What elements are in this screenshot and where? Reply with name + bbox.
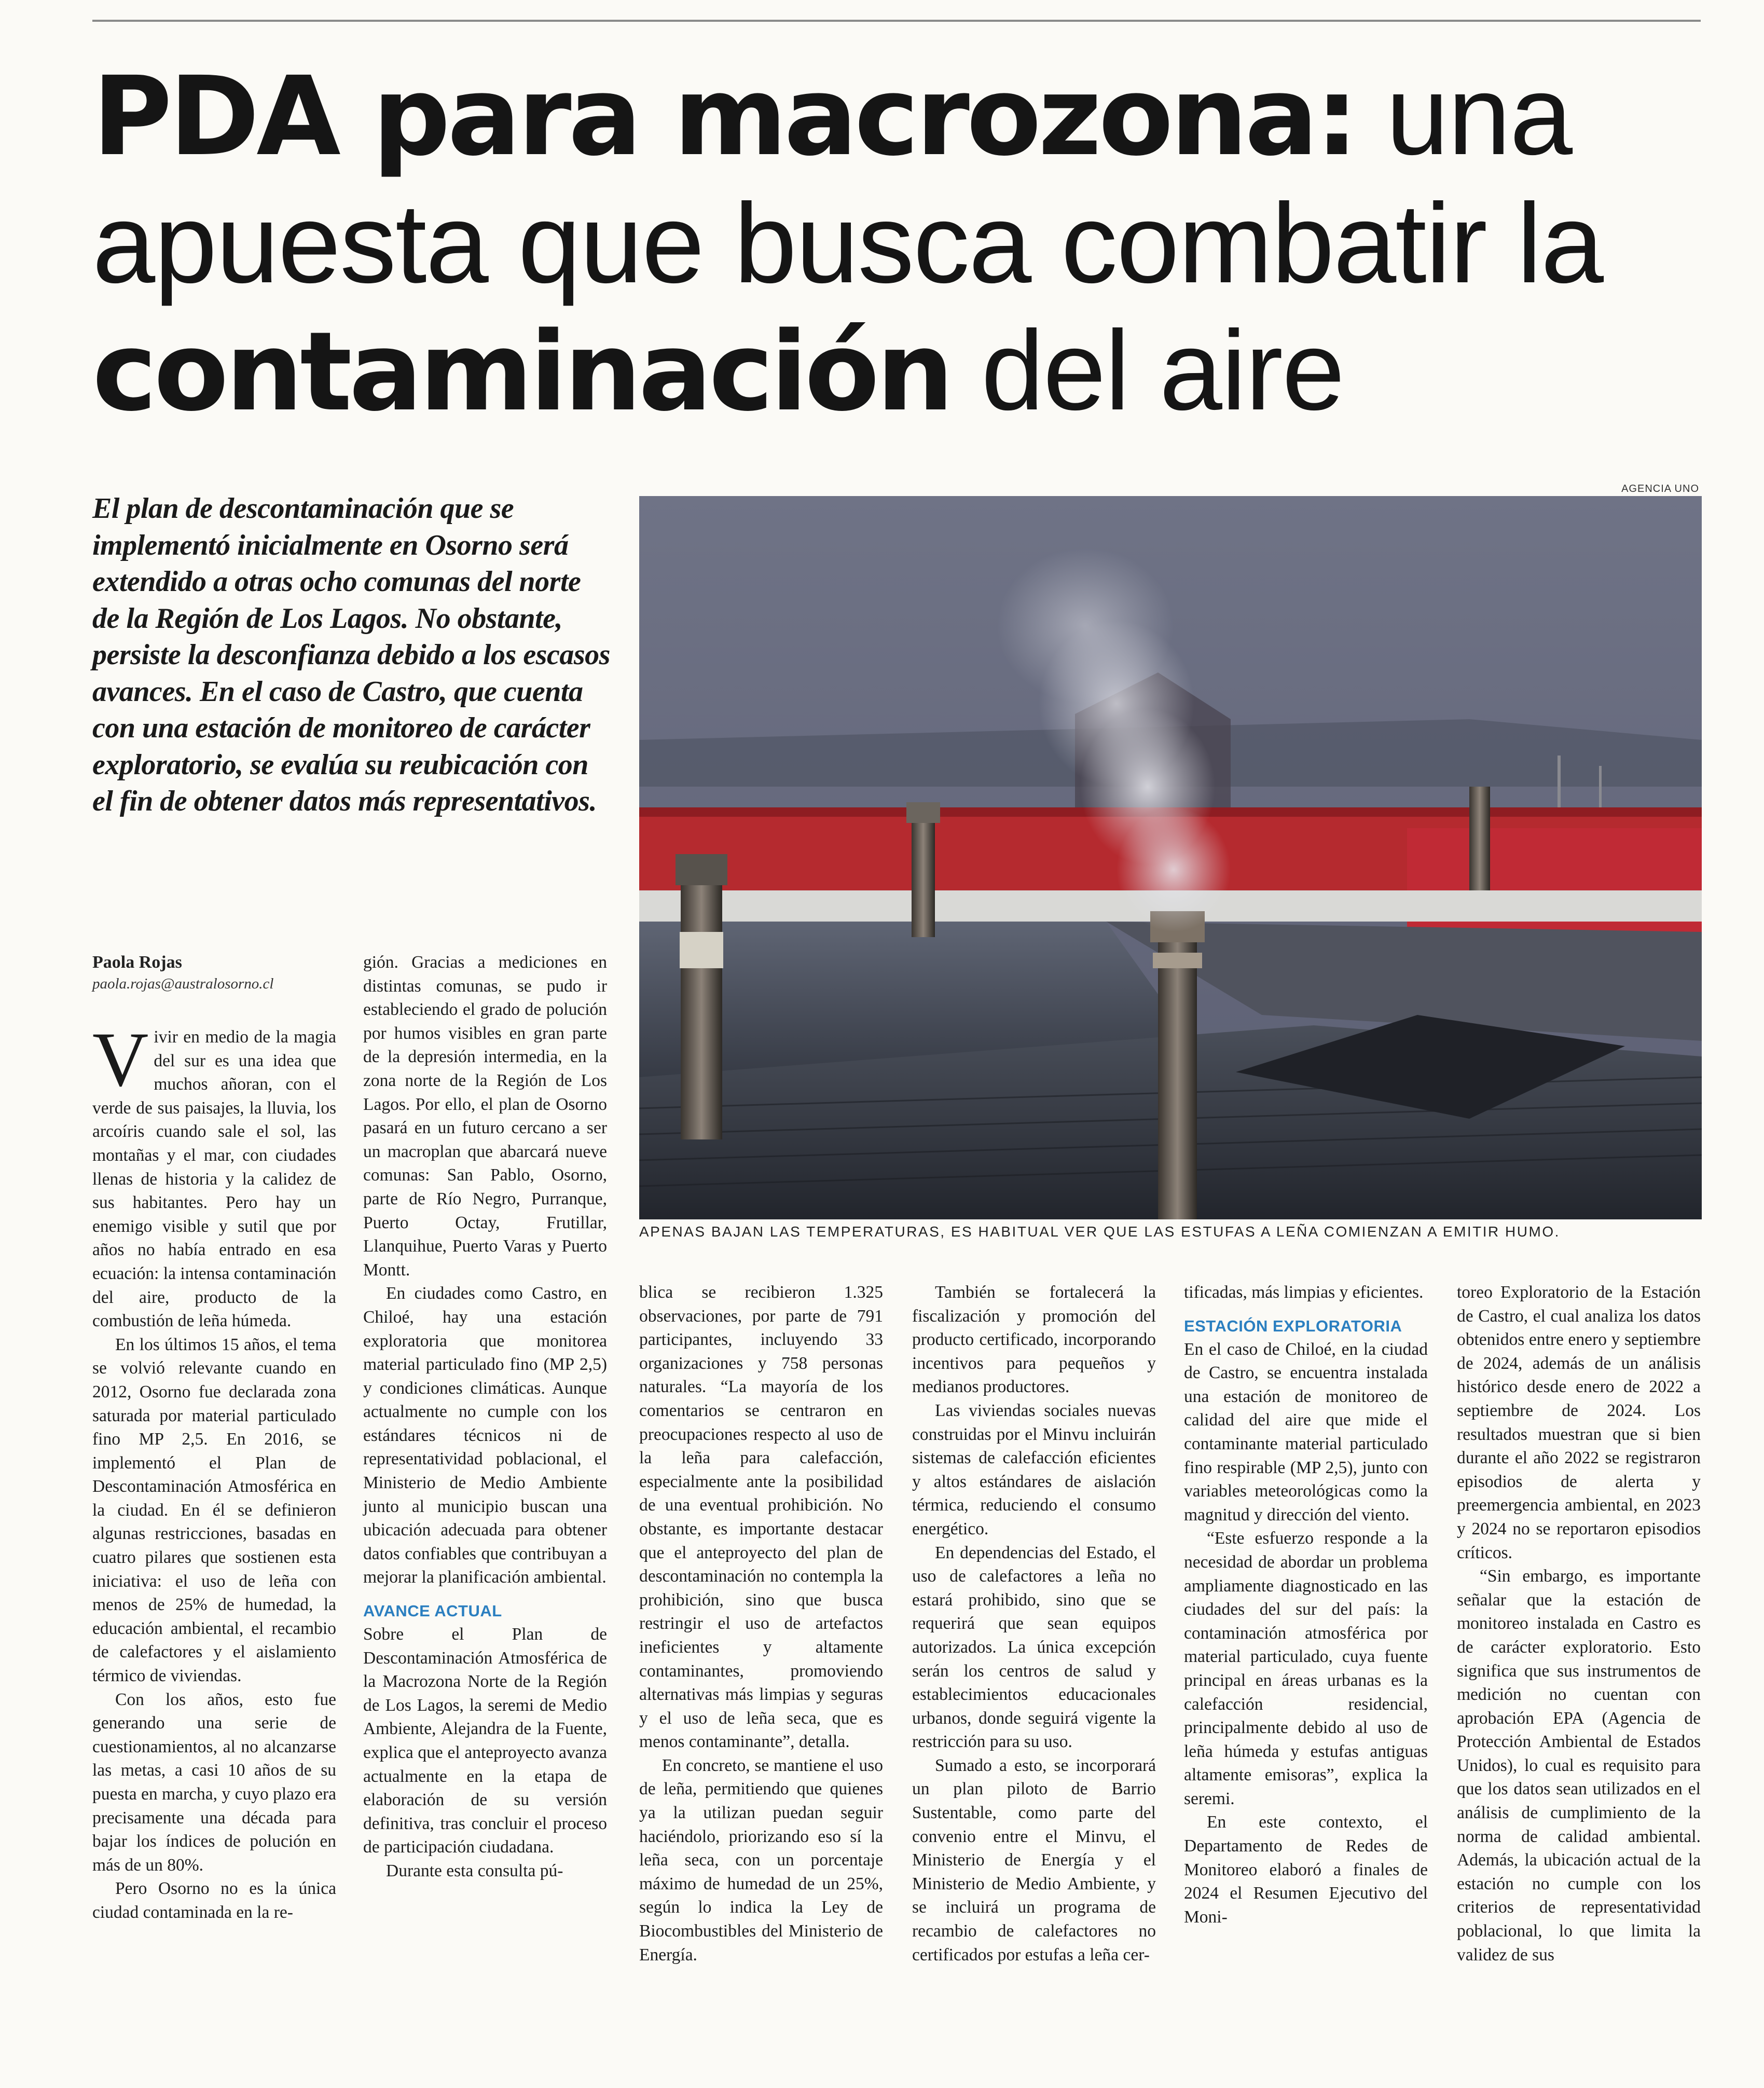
paragraph: “Este esfuerzo responde a la necesidad de abordar un problema ampliamente diagnosticado en las ciudades del sur del país: la contaminación atmosférica por material particulado, cuya fuente principal en áreas urbanas es la calefacción residencial, principalmente debido al uso de leña húmeda y estufas antiguas altamente emisoras”, explica la seremi. (1184, 1529, 1428, 1808)
author-email[interactable]: paola.rojas@australosorno.cl (92, 976, 274, 992)
body-column-6 (1457, 1281, 1701, 1967)
paragraph: En el caso de Chiloé, en la ciudad de Castro, se encuentra instalada una estación de monitoreo de calidad del aire que mide el contaminante material particulado fino respirable (MP 2,5), junto con variables meteorológicas como la magnitud y dirección del viento. (1184, 1339, 1428, 1524)
author-name: Paola Rojas (92, 953, 182, 972)
paragraph: tificadas, más limpias y eficientes. (1184, 1283, 1424, 1302)
paragraph: Pero Osorno no es la única ciudad contaminada en la re- (92, 1879, 336, 1922)
subheading-estacion-exploratoria: ESTACIÓN EXPLORATORIA (1184, 1316, 1402, 1335)
headline-bold-2: contaminación (92, 308, 951, 435)
article-photo (639, 496, 1702, 1219)
headline (92, 52, 1711, 435)
body-column-3 (639, 1281, 883, 1967)
paragraph: También se fortalecerá la fiscalización y promoción del producto certificado, incorporando incentivos para pequeños y medianos productores. (912, 1283, 1156, 1397)
headline-bold-1: PDA para macrozona: (92, 53, 1356, 180)
paragraph: En ciudades como Castro, en Chiloé, hay una estación exploratoria que monitorea material particulado fino (MP 2,5) y condiciones climáticas. Aunque actualmente no cumple con los estándares técnicos ni de representatividad poblacional, el Ministerio de Medio Ambiente junto al municipio buscan una ubicación adecuada para obtener datos confiables que contribuyan a mejorar la planificación ambiental. (363, 1284, 607, 1587)
photo-credit: AGENCIA UNO (1621, 483, 1699, 494)
paragraph-text: ivir en medio de la magia del sur es una idea que muchos añoran, con el verde de sus paisajes, la lluvia, los arcoíris cuando sale el sol, las montañas y el mar, con ciudades llenas de historia y la calidez de sus habitantes. Pero hay un enemigo visible y sutil que por años no había entrado en esa ecuación: la intensa contaminación del aire, producto de la combustión de leña húmeda. (92, 1027, 336, 1331)
subheading-avance-actual: AVANCE ACTUAL (363, 1602, 502, 1620)
body-column-4 (912, 1281, 1156, 1967)
paragraph: Las viviendas sociales nuevas construidas por el Minvu incluirán sistemas de calefacción eficientes y altos estándares de aislación térmica, reduciendo el consumo energético. (912, 1400, 1156, 1538)
paragraph: Con los años, esto fue generando una serie de cuestionamientos, al no alcanzarse las metas, a casi 10 años de su puesta en marcha, y cuyo plazo era precisamente una década para bajar los índices de polución en más de un 80%. (92, 1689, 336, 1875)
headline-light-1: una apuesta que busca combatir la (92, 52, 1603, 307)
paragraph: gión. Gracias a mediciones en distintas comunas, se pudo ir estableciendo el grado de polución por humos visibles en gran parte de la depresión intermedia, en la zona norte de la Región de Los Lagos. Por ello, el plan de Osorno pasará en un futuro cercano a ser un macroplan que abarcará nueve comunas: San Pablo, Osorno, parte de Río Negro, Purranque, Puerto Octay, Frutillar, Llanquihue, Puerto Varas y Puerto Montt. (363, 953, 607, 1280)
paragraph (92, 1016, 336, 1333)
paragraph: En dependencias del Estado, el uso de calefactores a leña no estará prohibido, sino que se requerirá que sean equipos autorizados. La única excepción serán los centros de salud y establecimientos educacionales urbanos, donde seguirá vigente la restricción para su uso. (912, 1543, 1156, 1752)
paragraph: En este contexto, el Departamento de Redes de Monitoreo elaboró a finales de 2024 el Resumen Ejecutivo del Moni- (1184, 1812, 1428, 1927)
drop-cap: V (92, 1016, 149, 1103)
body-column-5 (1184, 1281, 1428, 1929)
body-column-1 (92, 1016, 336, 1925)
photo-caption: APENAS BAJAN LAS TEMPERATURAS, ES HABITUAL VER QUE LAS ESTUFAS A LEÑA COMIENZAN A EMITIR HUMO. (639, 1224, 1560, 1240)
top-rule (92, 20, 1701, 22)
paragraph: Sobre el Plan de Descontaminación Atmosférica de la Macrozona Norte de la Región de Los Lagos, la seremi de Medio Ambiente, Alejandra de la Fuente, explica que el anteproyecto avanza actualmente en la etapa de elaboración de su versión definitiva, tras concluir el proceso de participación ciudadana. (363, 1625, 607, 1857)
paragraph: blica se recibieron 1.325 observaciones, por parte de 791 participantes, incluyendo 33 organizaciones y 758 personas naturales. “La mayoría de los comentarios se centraron en preocupaciones respecto al uso de la leña para calefacción, especialmente ante la posibilidad de una eventual prohibición. No obstante, es importante destacar que el anteproyecto del plan de descontaminación no contempla la prohibición, sino que busca restringir el uso de artefactos ineficientes y altamente contaminantes, promoviendo alternativas más limpias y seguras y el uso de leña seca, que es menos contaminante”, detalla. (639, 1283, 883, 1752)
paragraph: En concreto, se mantiene el uso de leña, permitiendo que quienes ya la utilizan puedan seguir haciéndolo, priorizando eso sí la leña seca, con un porcentaje máximo de humedad de un 25%, según lo indica la Ley de Biocombustibles del Ministerio de Energía. (639, 1755, 883, 1965)
body-column-2 (363, 951, 607, 1883)
lead-paragraph: El plan de descontaminación que se implementó inicialmente en Osorno será extendido a otras ocho comunas del norte de la Región de Los Lagos. No obstante, persiste la desconfianza debido a los escasos avances. En el caso de Castro, que cuenta con una estación de monitoreo de carácter exploratorio, se evalúa su reubicación con el fin de obtener datos más representativos. (92, 492, 610, 817)
headline-light-2: del aire (950, 308, 1344, 434)
paragraph: toreo Exploratorio de la Estación de Castro, el cual analiza los datos obtenidos entre enero y septiembre de 2024, además de un análisis histórico desde enero de 2022 a septiembre de 2024. Los resultados muestran que si bien durante el año 2022 se registraron episodios de alerta y preemergencia ambiental, en 2023 y 2024 no se reportaron episodios críticos. (1457, 1283, 1701, 1562)
paragraph: “Sin embargo, es importante señalar que la estación de monitoreo instalada en Castro es de carácter exploratorio. Esto significa que sus instrumentos de medición no cuentan con aprobación EPA (Agencia de Protección Ambiental de Estados Unidos), lo cual es requisito para que los datos sean utilizados en el análisis de cumplimiento de la norma de calidad ambiental. Además, la ubicación actual de la estación no cumple con los criterios de representatividad poblacional, lo que limita la validez de sus (1457, 1567, 1701, 1965)
paragraph: Durante esta consulta pú- (386, 1861, 563, 1880)
paragraph: Sumado a esto, se incorporará un plan piloto de Barrio Sustentable, como parte del convenio entre el Minvu, el Ministerio de Energía y el Ministerio de Medio Ambiente, y se incluirá un programa de recambio de calefactores no certificados por estufas a leña cer- (912, 1755, 1156, 1965)
paragraph: En los últimos 15 años, el tema se volvió relevante cuando en 2012, Osorno fue declarada zona saturada por material particulado fino MP 2,5. En 2016, se implementó el Plan de Descontaminación Atmosférica en la ciudad. En él se definieron algunas restricciones, basadas en cuatro pilares que sostienen esta iniciativa: el uso de leña con menos de 25% de humedad, la educación ambiental, el recambio de calefactores y el aislamiento térmico de viviendas. (92, 1335, 336, 1686)
byline (92, 953, 352, 993)
